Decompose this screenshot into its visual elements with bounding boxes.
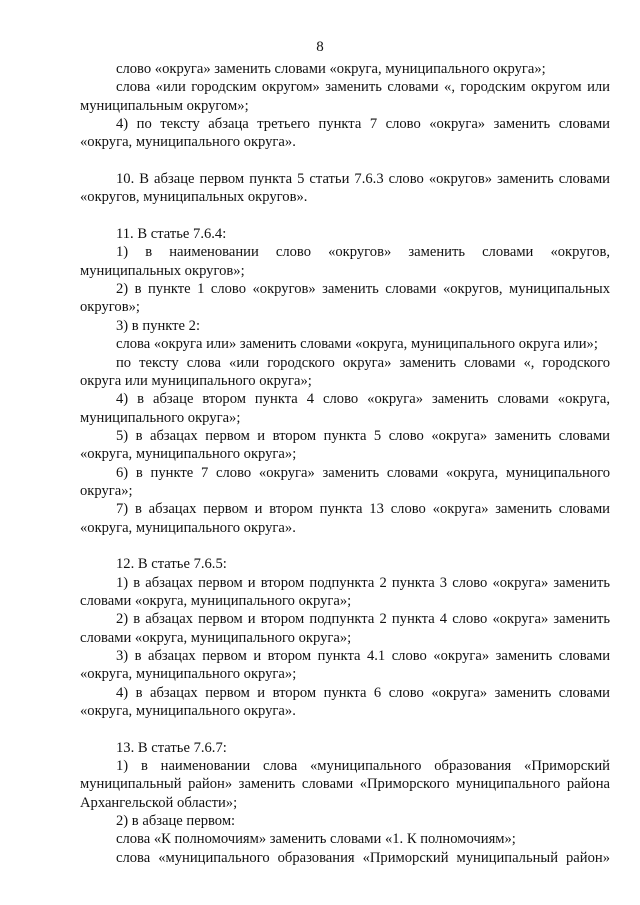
paragraph: 3) в пункте 2: bbox=[116, 317, 201, 334]
paragraph: 13. В статье 7.6.7: bbox=[116, 739, 227, 756]
page-number: 8 bbox=[316, 39, 324, 55]
paragraph: 4) по тексту абзаца третьего пункта 7 слово «округа» заменить словами «округа, муниципального округа». bbox=[80, 116, 610, 151]
paragraph: слово «округа» заменить словами «округа, муниципального округа»; bbox=[116, 61, 546, 77]
paragraph: 10. В абзаце первом пункта 5 статьи 7.6.3 слово «округов» заменить словами «округов, муниципальных округов». bbox=[80, 171, 610, 206]
paragraph: 2) в пункте 1 слово «округов» заменить словами «округов, муниципальных округов»; bbox=[80, 281, 610, 316]
document-body bbox=[80, 60, 610, 867]
paragraph: по тексту слова «или городского округа» заменить словами «, городского округа или муниципального округа»; bbox=[80, 354, 610, 389]
paragraph: 2) в абзаце первом: bbox=[116, 813, 236, 830]
paragraph: слова «муниципального образования «Приморский муниципальный район» bbox=[116, 849, 610, 866]
paragraph: 1) в наименовании слова «муниципального образования «Приморский муниципальный район» заменить словами «Приморского муниципального района Архангельской области»; bbox=[80, 758, 610, 811]
paragraph: 3) в абзацах первом и втором пункта 4.1 слово «округа» заменить словами «округа, муниципального округа»; bbox=[80, 648, 610, 683]
paragraph: 12. В статье 7.6.5: bbox=[116, 556, 227, 573]
paragraph: 2) в абзацах первом и втором подпункта 2 пункта 4 слово «округа» заменить словами «округа, муниципального округа»; bbox=[80, 611, 610, 646]
paragraph: 1) в наименовании слово «округов» заменить словами «округов, муниципальных округов»; bbox=[80, 244, 610, 279]
paragraph: 6) в пункте 7 слово «округа» заменить словами «округа, муниципального округа»; bbox=[80, 464, 610, 499]
paragraph: слова «или городским округом» заменить словами «, городским округом или муниципальным округом»; bbox=[80, 79, 610, 114]
paragraph: 4) в абзацах первом и втором пункта 6 слово «округа» заменить словами «округа, муниципального округа». bbox=[80, 684, 610, 720]
paragraph: слова «округа или» заменить словами «округа, муниципального округа или»; bbox=[116, 336, 598, 353]
paragraph: 7) в абзацах первом и втором пункта 13 слово «округа» заменить словами «округа, муниципального округа». bbox=[80, 501, 610, 536]
paragraph: слова «К полномочиям» заменить словами «1. К полномочиям»; bbox=[116, 831, 516, 848]
paragraph: 4) в абзаце втором пункта 4 слово «округа» заменить словами «округа, муниципального округа»; bbox=[80, 391, 610, 426]
paragraph: 1) в абзацах первом и втором подпункта 2 пункта 3 слово «округа» заменить словами «округа, муниципального округа»; bbox=[80, 574, 610, 609]
paragraph: 11. В статье 7.6.4: bbox=[116, 226, 227, 243]
paragraph: 5) в абзацах первом и втором пункта 5 слово «округа» заменить словами «округа, муниципального округа»; bbox=[80, 427, 610, 463]
